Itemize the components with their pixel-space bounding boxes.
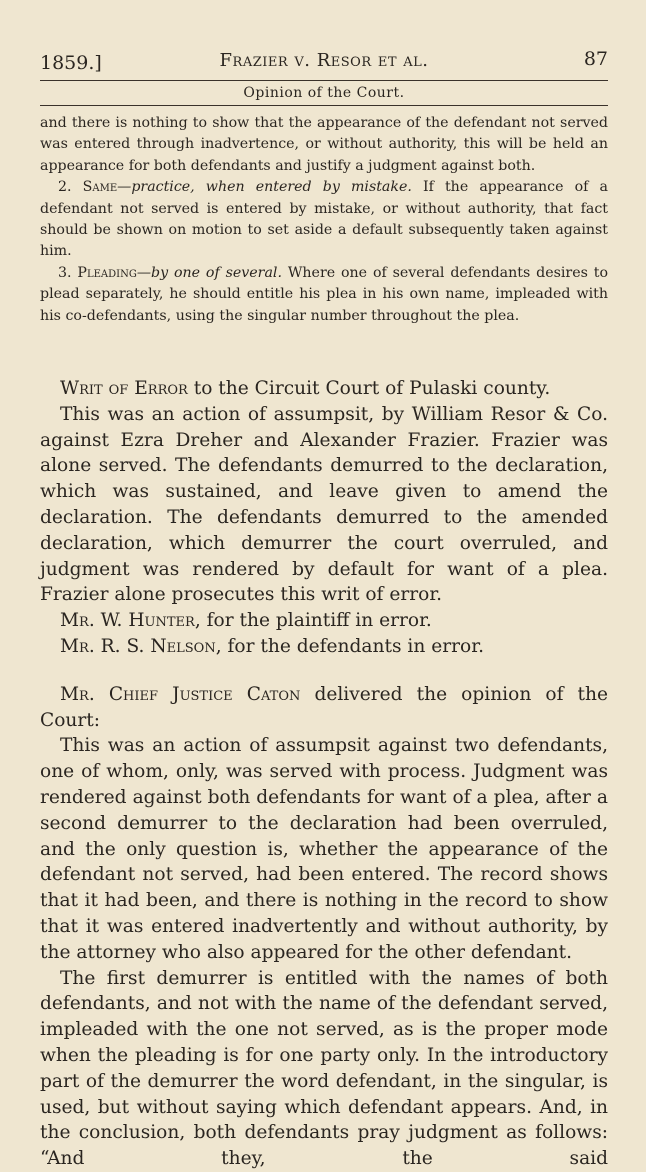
page-number: 87 [583, 48, 608, 70]
headnote-2-topic: —practice, when entered by mistake. [117, 179, 412, 196]
opinion-heading: Opinion of the Court. [243, 85, 405, 101]
counsel-plaintiff-name: Mr. W. Hunter [60, 610, 195, 632]
writ-of-error-line [40, 376, 608, 402]
headnote-2-lead: 2. Same [58, 179, 118, 196]
headnote-3-lead: 3. Pleading [58, 264, 137, 281]
headnote-2 [40, 177, 608, 263]
counsel-defendant [40, 634, 608, 660]
case-statement: This was an action of assumpsit, by William Resor & Co. against Ezra Dreher and Alexander Frazier. Frazier was alone served. The defendants demurred to the declaration, which was sustained, and leave given to amend the declaration. The defendants demurred to the amended declaration, which demurrer the court overruled, and judgment was rendered by default for want of a plea. Frazier alone prosecutes this writ of error. [40, 403, 608, 606]
header-rule [40, 80, 608, 81]
headnote-3 [40, 263, 608, 327]
justice-text: delivered the opinion of the Court: [40, 683, 608, 731]
headnote-3-text: Where one of several defendants desires to plead separately, he should entitle his plea in his own name, impleaded with his co-defendants, using the singular number throughout the plea. [40, 264, 608, 324]
opinion-paragraph-2: The first demurrer is entitled with the names of both defendants, and not with the name of the defendant served, impleaded with the one not served, as is the proper mode when the pleading is for one party only. In the introductory part of the demurrer the word defendant, in the singular, is used, but without saying which defendant appears. And, in the conclusion, both defendants pray judgment as follows: “And they, the said [40, 967, 608, 1170]
opinion-heading-rule [40, 105, 608, 106]
opinion-delivery-line [40, 682, 608, 734]
running-head [40, 42, 608, 76]
counsel-plaintiff-role: , for the plaintiff in error. [194, 610, 432, 632]
counsel-plaintiff [40, 608, 608, 634]
opinion-paragraph-1: This was an action of assumpsit against two defendants, one of whom, only, was served with process. Judgment was rendered against both defendants for want of a plea, after a second demurrer to the declaration had been overruled, and the only question is, whether the appearance of the defendant not served, had been entered. The record shows that it had been, and there is nothing in the record to show that it was entered inadvertently and without authority, by the attorney who also appeared for the other defendant. [40, 735, 608, 963]
running-head-year: 1859.] [40, 52, 102, 74]
headnote-2-text: If the appearance of a defendant not served is entered by mistake, or without authority, that fact should be shown on motion to set aside a default subsequently taken against him. [40, 179, 609, 260]
case-body [40, 376, 608, 1172]
counsel-defendant-role: , for the defendants in error. [215, 635, 484, 657]
headnote-3-topic: —by one of several. [136, 264, 282, 281]
running-head-case-title: Frazier v. Resor et al. [219, 50, 429, 71]
writ-of-error-lead: Writ of Error [60, 378, 188, 399]
justice-name: Mr. Chief Justice Caton [60, 683, 301, 705]
headnote-continuation: and there is nothing to show that the appearance of the defendant not served was entered through inadvertence, or without authority, this will be held an appearance for both defendants and justify a judgment against both. [40, 115, 608, 174]
headnotes [40, 113, 608, 327]
counsel-defendant-name: Mr. R. S. Nelson [60, 635, 216, 657]
writ-of-error-text: to the Circuit Court of Pulaski county. [187, 378, 551, 399]
